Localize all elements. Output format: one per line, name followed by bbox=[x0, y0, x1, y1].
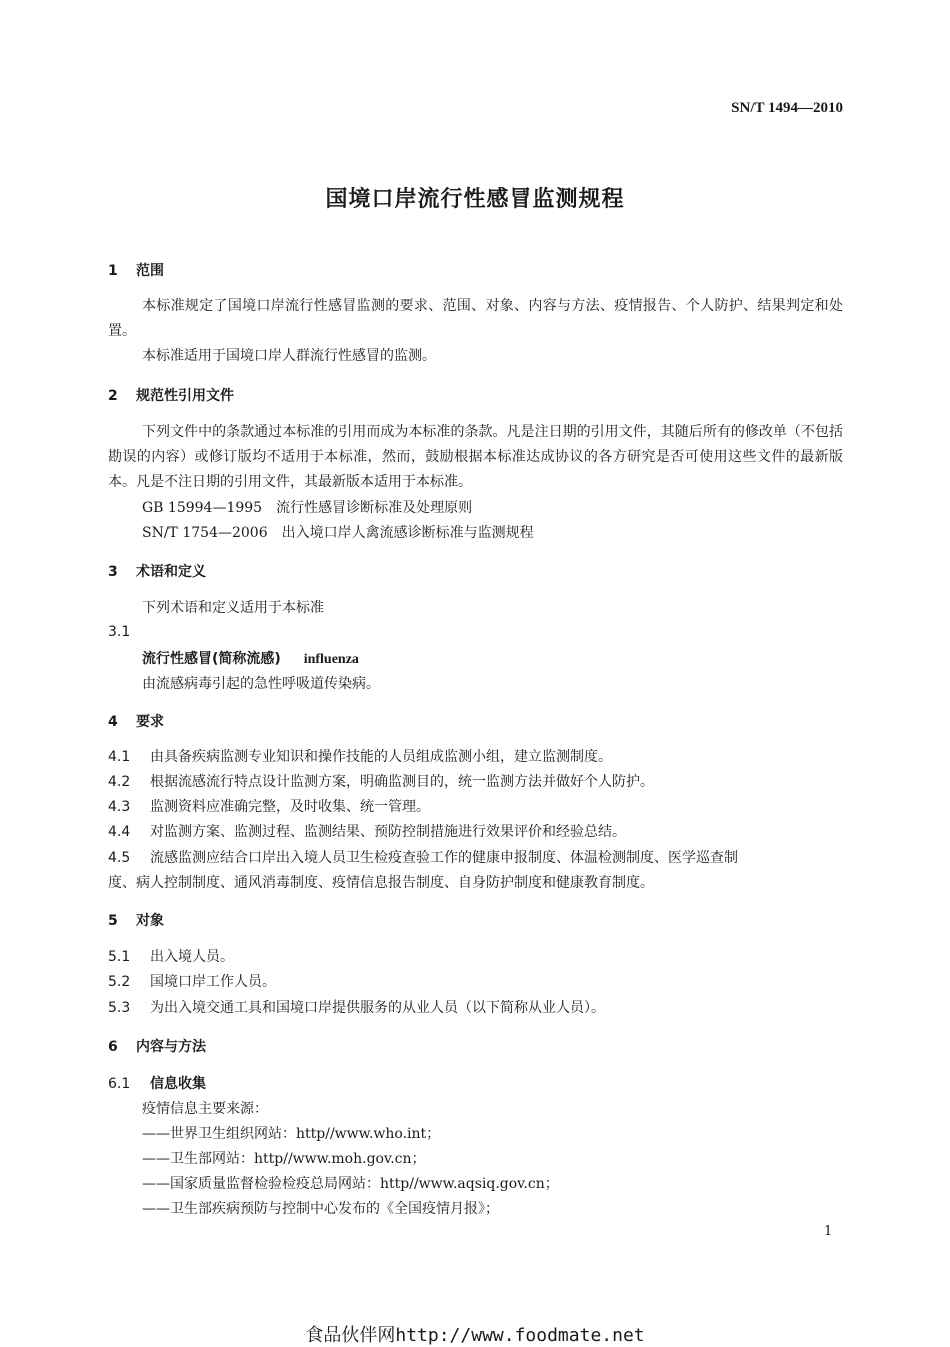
subsection-number: 6.1 bbox=[108, 1076, 131, 1092]
section-title: 对象 bbox=[136, 913, 164, 929]
clause-number: 5.2 bbox=[108, 974, 131, 990]
clause-4-5 bbox=[108, 847, 738, 867]
reference-1: GB 15994—1995 流行性感冒诊断标准及处理原则 bbox=[142, 500, 473, 516]
term-entry bbox=[142, 648, 359, 668]
section-2-paragraph: 下列文件中的条款通过本标准的引用而成为本标准的条款。凡是注日期的引用文件，其随后所有的修改单（不包括勘误的内容）或修订版均不适用于本标准，然而，鼓励根据本标准达成协议的各方研究是否可使用这些文件的最新版本。凡是不注日期的引用文件，其最新版本适用于本标准。 bbox=[108, 424, 843, 490]
clause-number: 5.3 bbox=[108, 1000, 131, 1016]
clause-5-3 bbox=[108, 997, 605, 1017]
section-title: 范围 bbox=[136, 263, 164, 279]
clause-number: 5.1 bbox=[108, 949, 131, 965]
section-1-paragraph-2: 本标准适用于国境口岸人群流行性感冒的监测。 bbox=[142, 348, 436, 364]
section-title: 规范性引用文件 bbox=[136, 388, 234, 404]
section-number: 1 bbox=[108, 263, 118, 279]
clause-5-2 bbox=[108, 971, 276, 991]
info-source-item: ——国家质量监督检验检疫总局网站：http//www.aqsiq.gov.cn； bbox=[142, 1176, 559, 1192]
section-2-heading bbox=[108, 385, 234, 405]
clause-text: 为出入境交通工具和国境口岸提供服务的从业人员（以下简称从业人员）。 bbox=[150, 1000, 605, 1016]
section-title: 内容与方法 bbox=[136, 1039, 206, 1055]
subsection-3-1-number: 3.1 bbox=[108, 624, 131, 640]
info-source-item: ——卫生部疾病预防与控制中心发布的《全国疫情月报》； bbox=[142, 1201, 499, 1217]
clause-text: 流感监测应结合口岸出入境人员卫生检疫查验工作的健康申报制度、体温检测制度、医学巡查制 bbox=[150, 850, 738, 866]
clause-4-3 bbox=[108, 796, 430, 816]
page-number: 1 bbox=[824, 1224, 833, 1239]
clause-4-1 bbox=[108, 746, 612, 766]
section-number: 3 bbox=[108, 564, 118, 580]
info-source-item: ——卫生部网站：http//www.moh.gov.cn； bbox=[142, 1151, 426, 1167]
section-title: 要求 bbox=[136, 714, 164, 730]
document-title: 国境口岸流行性感冒监测规程 bbox=[325, 187, 625, 212]
clause-number: 4.4 bbox=[108, 824, 131, 840]
clause-number: 4.3 bbox=[108, 799, 131, 815]
clause-text: 对监测方案、监测过程、监测结果、预防控制措施进行效果评价和经验总结。 bbox=[150, 824, 626, 840]
section-number: 6 bbox=[108, 1039, 118, 1055]
reference-2: SN/T 1754—2006 出入境口岸人禽流感诊断标准与监测规程 bbox=[142, 525, 534, 541]
clause-5-1 bbox=[108, 946, 234, 966]
clause-text: 国境口岸工作人员。 bbox=[150, 974, 276, 990]
section-1-paragraph-1: 本标准规定了国境口岸流行性感冒监测的要求、范围、对象、内容与方法、疫情报告、个人防护、结果判定和处置。 bbox=[108, 298, 843, 339]
info-source-item: ——世界卫生组织网站：http//www.who.int； bbox=[142, 1126, 441, 1142]
subsection-title: 信息收集 bbox=[150, 1076, 206, 1092]
section-1-heading bbox=[108, 260, 164, 280]
term-english: influenza bbox=[303, 652, 359, 667]
section-number: 2 bbox=[108, 388, 118, 404]
clause-text: 由具备疾病监测专业知识和操作技能的人员组成监测小组，建立监测制度。 bbox=[150, 749, 612, 765]
section-4-heading bbox=[108, 711, 164, 731]
section-number: 4 bbox=[108, 714, 118, 730]
term-definition: 由流感病毒引起的急性呼吸道传染病。 bbox=[142, 676, 380, 692]
section-number: 5 bbox=[108, 913, 118, 929]
section-5-heading bbox=[108, 910, 164, 930]
section-title: 术语和定义 bbox=[136, 564, 206, 580]
section-3-heading bbox=[108, 561, 206, 581]
clause-4-5-continued: 度、病人控制制度、通风消毒制度、疫情信息报告制度、自身防护制度和健康教育制度。 bbox=[108, 875, 654, 891]
clause-text: 出入境人员。 bbox=[150, 949, 234, 965]
subsection-6-1-heading bbox=[108, 1073, 206, 1093]
term-chinese: 流行性感冒(简称流感) bbox=[142, 651, 281, 667]
footer-watermark-link[interactable]: 食品伙伴网http://www.foodmate.net bbox=[305, 1325, 645, 1346]
info-sources-intro: 疫情信息主要来源： bbox=[142, 1101, 268, 1117]
section-3-intro: 下列术语和定义适用于本标准 bbox=[142, 600, 324, 616]
section-6-heading bbox=[108, 1036, 206, 1056]
clause-4-2 bbox=[108, 771, 654, 791]
clause-text: 根据流感流行特点设计监测方案，明确监测目的，统一监测方法并做好个人防护。 bbox=[150, 774, 654, 790]
clause-number: 4.2 bbox=[108, 774, 131, 790]
clause-number: 4.5 bbox=[108, 850, 131, 866]
clause-4-4 bbox=[108, 821, 626, 841]
clause-number: 4.1 bbox=[108, 749, 131, 765]
standard-code: SN/T 1494—2010 bbox=[731, 100, 843, 116]
clause-text: 监测资料应准确完整，及时收集、统一管理。 bbox=[150, 799, 430, 815]
